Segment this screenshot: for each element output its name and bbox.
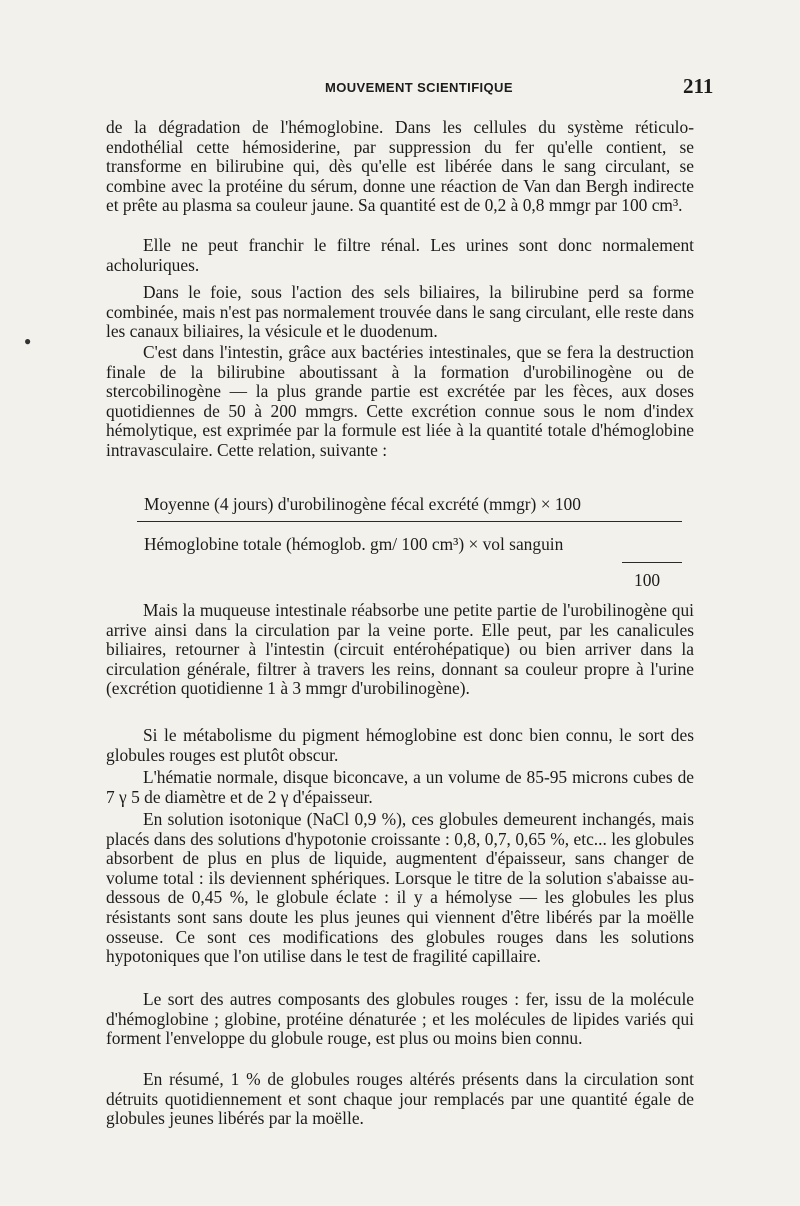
formula-divisor: 100 <box>634 570 661 590</box>
paragraph-2: Elle ne peut franchir le filtre rénal. Les urines sont donc normalement acholuriques. <box>106 235 694 275</box>
formula-fraction-bar <box>137 521 682 522</box>
paragraph-7: L'hématie normale, disque biconcave, a un volume de 85-95 microns cubes de 7 γ 5 de diamètre et de 2 γ d'épaisseur. <box>106 767 694 807</box>
page-number: 211 <box>683 74 714 98</box>
formula-numerator: Moyenne (4 jours) d'urobilinogène fécal excrété (mmgr) × 100 <box>144 494 581 514</box>
paragraph-3: Dans le foie, sous l'action des sels biliaires, la bilirubine perd sa forme combinée, mais n'est pas normalement trouvée dans le sang circulant, elle reste dans les canaux biliaires, la vésicule et le duodenum. <box>106 282 694 342</box>
paragraph-5: Mais la muqueuse intestinale réabsorbe une petite partie de l'urobilinogène qui arrive ainsi dans la circulation par la veine porte. Elle peut, par les canalicules biliaires, retourner à l'intestin (circuit entérohépatique) ou bien arriver dans la circulation générale, filtrer à travers les reins, donnant sa couleur propre à l'urine (excrétion quotidienne 1 à 3 mmgr d'urobilinogène). <box>106 600 694 699</box>
paragraph-8: En solution isotonique (NaCl 0,9 %), ces globules demeurent inchangés, mais placés dans des solutions d'hypotonie croissante : 0,8, 0,7, 0,65 %, etc... les globules absorbent de plus en plus de liquide, augmentent d'épaisseur, sans changer de volume total : ils deviennent sphériques. Lorsque le titre de la solution s'abaisse au-dessous de 0,45 %, le globule éclate : il y a hémolyse — les globules les plus résistants sont sans doute les plus jeunes qui viennent d'être libérés par la moëlle osseuse. Ce sont ces modifications des globules rouges dans les solutions hypotoniques que l'on utilise dans le test de fragilité capillaire. <box>106 809 694 967</box>
paragraph-9: Le sort des autres composants des globules rouges : fer, issu de la molécule d'hémoglobine ; globine, protéine dénaturée ; et les molécules de lipides variés qui forment l'enveloppe du globule rouge, est plus ou moins bien connu. <box>106 989 694 1049</box>
paragraph-6: Si le métabolisme du pigment hémoglobine est donc bien connu, le sort des globules rouges est plutôt obscur. <box>106 725 694 765</box>
paragraph-10: En résumé, 1 % de globules rouges altérés présents dans la circulation sont détruits quotidiennement et sont chaque jour remplacés par une quantité égale de globules jeunes libérés par la moëlle. <box>106 1069 694 1129</box>
formula-divisor-bar <box>622 562 682 563</box>
formula-denominator: Hémoglobine totale (hémoglob. gm/ 100 cm³) × vol sanguin <box>144 534 564 554</box>
running-title: MOUVEMENT SCIENTIFIQUE <box>325 80 513 95</box>
paragraph-4: C'est dans l'intestin, grâce aux bactéries intestinales, que se fera la destruction finale de la bilirubine aboutissant à la formation d'urobilinogène ou de stercobilinogène — la plus grande partie est excrétée par les fèces, aux doses quotidiennes de 50 à 200 mmgrs. Cette excrétion connue sous le nom d'index hémolytique, est exprimée par la formule est liée à la quantité totale d'hémoglobine intravasculaire. Cette relation, suivante : <box>106 342 694 460</box>
paragraph-1: de la dégradation de l'hémoglobine. Dans les cellules du système réticulo-endothélial cette hémosiderine, par suppression du fer qu'elle contient, se transforme en bilirubine qui, dès qu'elle est libérée dans le sang circulant, se combine avec la protéine du sérum, donne une réaction de Van dan Bergh indirecte et prête au plasma sa couleur jaune. Sa quantité est de 0,2 à 0,8 mmgr par 100 cm³. <box>106 117 694 216</box>
margin-dot-mark: ● <box>24 334 32 348</box>
